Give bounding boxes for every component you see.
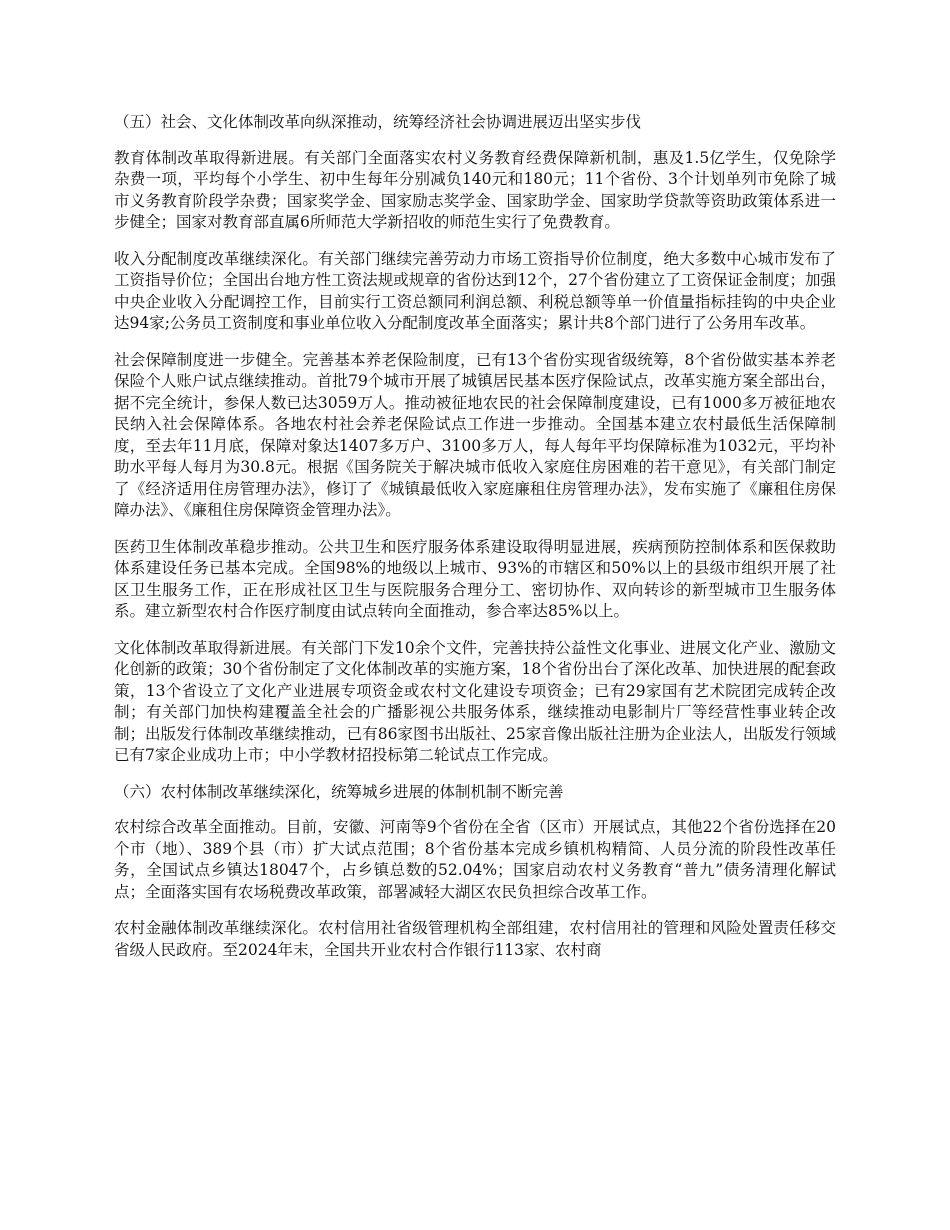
section-heading-5: （五）社会、文化体制改革向纵深推动，统筹经济社会协调进展迈出坚实步伐	[114, 113, 642, 131]
paragraph-healthcare-reform: 医药卫生体制改革稳步推动。公共卫生和医疗服务体系建设取得明显进展，疾病预防控制体系和医保救助体系建设任务已基本完成。全国98%的地级以上城市、93%的市辖区和50%以上的县级市组织开展了社区卫生服务工作，正在形成社区卫生与医院服务合理分工、密切协作、双向转诊的新型城市卫生服务体系。建立新型农村合作医疗制度由试点转向全面推动，参合率达85%以上。	[114, 537, 836, 620]
paragraph-education-reform: 教育体制改革取得新进展。有关部门全面落实农村义务教育经费保障新机制，惠及1.5亿学生，仅免除学杂费一项，平均每个小学生、初中生每年分别减负140元和180元；11个省份、3个计划单列市免除了城市义务教育阶段学杂费；国家奖学金、国家励志奖学金、国家助学金、国家助学贷款等资助政策体系进一步健全；国家对教育部直属6所师范大学新招收的师范生实行了免费教育。	[114, 148, 836, 231]
paragraph-social-security: 社会保障制度进一步健全。完善基本养老保险制度，已有13个省份实现省级统筹，8个省份做实基本养老保险个人账户试点继续推动。首批79个城市开展了城镇居民基本医疗保险试点，改革实施方案全部出台，据不完全统计，参保人数已达3059万人。推动被征地农民的社会保障制度建设，已有1000多万被征地农民纳入社会保障体系。各地农村社会养老保险试点工作进一步推动。全国基本建立农村最低生活保障制度，至去年11月底，保障对象达1407多万户、3100多万人，每人每年平均保障标准为1032元，平均补助水平每人每月为30.8元。根据《国务院关于解决城市低收入家庭住房困难的若干意见》，有关部门制定了《经济适用住房管理办法》，修订了《城镇最低收入家庭廉租住房管理办法》，发布实施了《廉租住房保障办法》、《廉租住房保障资金管理办法》。	[114, 350, 836, 519]
paragraph-income-distribution: 收入分配制度改革继续深化。有关部门继续完善劳动力市场工资指导价位制度，绝大多数中心城市发布了工资指导价位；全国出台地方性工资法规或规章的省份达到12个，27个省份建立了工资保证金制度；加强中央企业收入分配调控工作，目前实行工资总额同利润总额、利税总额等单一价值量指标挂钩的中央企业达94家;公务员工资制度和事业单位收入分配制度改革全面落实；累计共8个部门进行了公务用车改革。	[114, 249, 836, 332]
paragraph-culture-reform: 文化体制改革取得新进展。有关部门下发10余个文件，完善扶持公益性文化事业、进展文化产业、激励文化创新的政策；30个省份制定了文化体制改革的实施方案，18个省份出台了深化改革、加快进展的配套政策，13个省设立了文化产业进展专项资金或农村文化建设专项资金；已有29家国有艺术院团完成转企改制；有关部门加快构建覆盖全社会的广播影视公共服务体系，继续推动电影制片厂等经营性事业转企改制；出版发行体制改革继续推动，已有86家图书出版社、25家音像出版社注册为企业法人，出版发行领域已有7家企业成功上市；中小学教材招投标第二轮试点工作完成。	[114, 638, 836, 764]
paragraph-rural-finance-reform: 农村金融体制改革继续深化。农村信用社省级管理机构全部组建，农村信用社的管理和风险处置责任移交省级人民政府。至2024年末，全国共开业农村合作银行113家、农村商	[114, 919, 836, 959]
paragraph-rural-comprehensive-reform: 农村综合改革全面推动。目前，安徽、河南等9个省份在全省（区市）开展试点，其他22个省份选择在20个市（地）、389个县（市）扩大试点范围；8个省份基本完成乡镇机构精简、人员分流的阶段性改革任务，全国试点乡镇达18047个，占乡镇总数的52.04%；国家启动农村义务教育“普九”债务清理化解试点；全面落实国有农场税费改革政策，部署减轻大湖区农民负担综合改革工作。	[114, 818, 836, 901]
section-heading-6: （六）农村体制改革继续深化，统筹城乡进展的体制机制不断完善	[114, 782, 564, 801]
